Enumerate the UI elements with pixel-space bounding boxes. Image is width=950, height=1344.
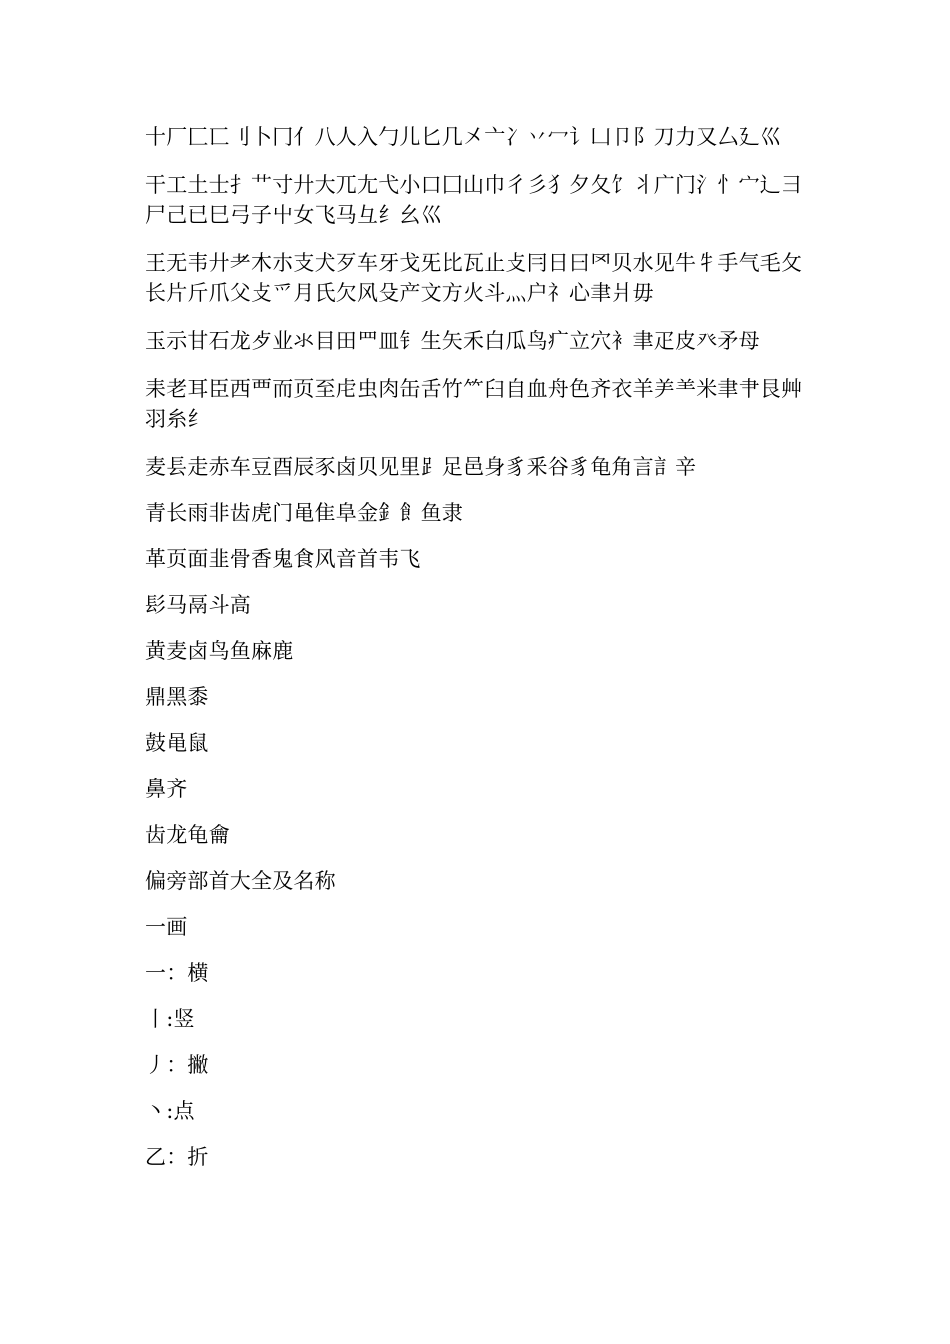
stroke-entry: 一：横 — [145, 961, 209, 985]
stroke-entry: 乙：折 — [145, 1145, 209, 1169]
stroke-entry: 丶:点 — [145, 1099, 195, 1123]
radical-row-12: 鼓黾鼠 — [145, 731, 209, 755]
stroke-entry: 丿：撇 — [145, 1053, 209, 1077]
stroke-entry: 丨:竖 — [145, 1007, 195, 1031]
radical-row-4: 玉示甘石龙歺业氺目田罒皿钅生矢禾白瓜鸟疒立穴衤聿疋皮癶矛母 — [145, 329, 760, 353]
radical-row-9: 髟马鬲斗高 — [145, 593, 251, 617]
radical-row-8: 革页面韭骨香鬼食风音首韦飞 — [145, 547, 421, 571]
radical-row-6: 麦镸走赤车豆酉辰豕卤贝见里⻊足邑身豸釆谷豸龟角言訁辛 — [145, 455, 697, 479]
document-heading: 偏旁部首大全及名称 — [145, 869, 336, 893]
radical-row-7: 青长雨非齿虎门黾隹阜金釒飠鱼隶 — [145, 501, 463, 525]
radical-row-1: 十厂匚匸刂卜冂亻八人入勹儿匕几㐅亠冫丷冖讠凵卩阝刀力又厶廴巛 — [145, 125, 781, 149]
radical-row-2: 干工土士扌艹寸廾大兀尢弋小口囗山巾彳彡犭夕夂饣丬广门氵忄宀辶彐尸己已巳弓子屮女飞马彑纟幺巛 — [145, 173, 803, 227]
radical-row-5: 耒老耳臣西覀而页至虍虫肉缶舌竹⺮臼自血舟色齐衣羊⺶⺷米聿肀艮艸羽糸纟 — [145, 377, 803, 431]
document-page — [145, 122, 810, 1188]
radical-row-14: 齿龙龟龠 — [145, 823, 230, 847]
section-title: 一画 — [145, 915, 188, 939]
radical-row-11: 鼎黑黍 — [145, 685, 209, 709]
radical-row-13: 鼻齐 — [145, 777, 188, 801]
radical-row-10: 黄麦卤鸟鱼麻鹿 — [145, 639, 294, 663]
radical-row-3: 王无韦廾耂木朩支犬歹车牙戈旡比瓦止攴冃日曰罓贝水见牛牜手气毛攵长片斤爪父攴爫月氏欠风殳产文方火斗灬户礻心聿爿毋 — [145, 251, 803, 305]
